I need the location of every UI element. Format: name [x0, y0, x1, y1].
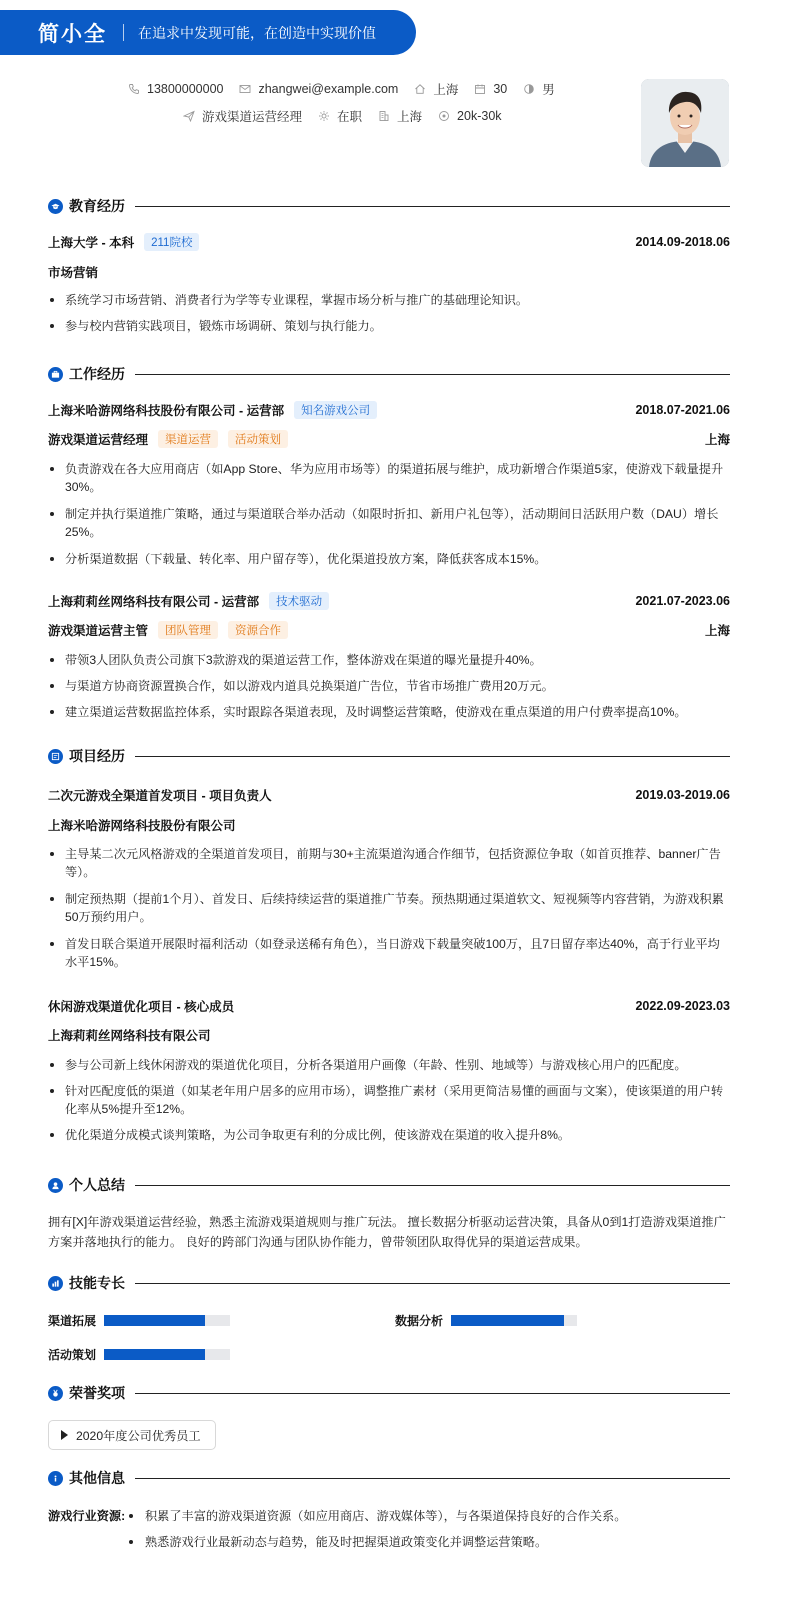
award-item	[48, 1420, 216, 1450]
user-icon	[48, 1178, 63, 1193]
coin-icon	[438, 110, 450, 122]
salary-value: 20k-30k	[457, 109, 502, 123]
target-city-item	[378, 107, 422, 125]
skills-section-title: 技能专长	[48, 1273, 730, 1293]
section-divider	[135, 756, 730, 757]
medal-icon	[48, 1386, 63, 1401]
project-company: 上海米哈游网络科技股份有限公司	[48, 819, 236, 833]
city-item	[414, 80, 458, 98]
section-divider	[135, 1393, 730, 1394]
list-item: 熟悉游戏行业最新动态与趋势，能及时把握渠道政策变化并调整运营策略。	[126, 1533, 730, 1559]
city-value: 上海	[433, 83, 459, 97]
project-name: 休闲游戏渠道优化项目 - 核心成员	[48, 1000, 235, 1014]
section-divider	[135, 1478, 730, 1479]
project-1-company-row	[48, 816, 730, 834]
skill-bar-fill	[104, 1315, 205, 1326]
status-item	[318, 107, 362, 125]
project-date: 2022.09-2023.03	[635, 999, 730, 1013]
skill-name: 数据分析	[395, 1314, 444, 1328]
work-2-title-row	[48, 621, 730, 639]
home-icon	[414, 83, 426, 95]
list-item: 制定并执行渠道推广策略，通过与渠道联合举办活动（如限时折扣、新用户礼包等），活动期间日活跃用户数（DAU）增长25%。	[48, 505, 730, 541]
gender-icon	[523, 83, 535, 95]
school-tag: 211院校	[144, 233, 199, 251]
skill-bar	[451, 1315, 577, 1326]
list-item: 针对匹配度低的渠道（如某老年用户居多的应用市场），调整推广素材（采用更简洁易懂的画面与文案），使该渠道的用户转化率从5%提升至12%。	[48, 1082, 730, 1118]
project-2-bullets	[48, 1056, 730, 1144]
list-item: 建立渠道运营数据监控体系，实时跟踪各渠道表现，及时调整运营策略，使游戏在重点渠道的用户付费率提高10%。	[48, 703, 730, 721]
company-tag: 技术驱动	[269, 592, 329, 610]
work-location: 上海	[704, 624, 730, 638]
project-date: 2019.03-2019.06	[635, 788, 730, 802]
calendar-icon	[474, 83, 486, 95]
job-title: 游戏渠道运营经理	[48, 433, 149, 447]
age-item	[474, 82, 507, 96]
contact-info-row	[128, 80, 571, 98]
projects-section-title: 项目经历	[48, 746, 730, 766]
phone-item	[128, 82, 223, 96]
skill-item	[48, 1312, 230, 1329]
gender-value: 男	[542, 83, 555, 97]
company-name: 上海莉莉丝网络科技有限公司 - 运营部	[48, 595, 260, 609]
work-2-bullets	[48, 651, 730, 721]
section-divider	[135, 1283, 730, 1284]
education-bullets	[48, 291, 730, 335]
candidate-motto: 在追求中发现可能，在创造中实现价值	[138, 24, 376, 41]
building-icon	[378, 110, 390, 122]
skill-bar	[104, 1349, 230, 1360]
briefcase-icon	[48, 367, 63, 382]
list-item: 参与校内营销实践项目，锻炼市场调研、策划与执行能力。	[48, 317, 730, 335]
section-divider	[135, 206, 730, 207]
list-item: 与渠道方协商资源置换合作，如以游戏内道具兑换渠道广告位，节省市场推广费用20万元。	[48, 677, 730, 695]
skill-bar	[104, 1315, 230, 1326]
list-item: 分析渠道数据（下载量、转化率、用户留存等），优化渠道投放方案，降低获客成本15%。	[48, 550, 730, 568]
summary-section-title: 个人总结	[48, 1175, 730, 1195]
gear-icon	[318, 110, 330, 122]
graduation-cap-icon	[48, 199, 63, 214]
job-intent-row	[183, 107, 518, 125]
target-job-item	[183, 107, 302, 125]
work-location: 上海	[704, 433, 730, 447]
skill-tag: 团队管理	[158, 621, 218, 639]
skill-name: 活动策划	[48, 1348, 97, 1362]
bar-chart-icon	[48, 1276, 63, 1291]
list-item: 参与公司新上线休闲游戏的渠道优化项目，分析各渠道用户画像（年龄、性别、地域等）与游戏核心用户的匹配度。	[48, 1056, 730, 1074]
project-2-header-row	[48, 997, 730, 1015]
skill-tag: 资源合作	[228, 621, 288, 639]
target-job-value: 游戏渠道运营经理	[202, 110, 303, 124]
list-item: 积累了丰富的游戏渠道资源（如应用商店、游戏媒体等），与各渠道保持良好的合作关系。	[126, 1507, 730, 1533]
other-section-title: 其他信息	[48, 1468, 730, 1488]
email-item	[239, 82, 398, 96]
list-item: 首发日联合渠道开展限时福利活动（如登录送稀有角色），当日游戏下载量突破100万，且7日留存率达40%，高于行业平均水平15%。	[48, 935, 730, 971]
work-2-header-row	[48, 592, 730, 610]
list-item: 制定预热期（提前1个月）、首发日、后续持续运营的渠道推广节奏。预热期通过渠道软文、短视频等内容营销，为游戏积累50万预约用户。	[48, 890, 730, 926]
work-date: 2021.07-2023.06	[635, 594, 730, 608]
summary-text: 拥有[X]年游戏渠道运营经验，熟悉主流游戏渠道规则与推广玩法。 擅长数据分析驱动运营决策，具备从0到1打造游戏渠道推广方案并落地执行的能力。 良好的跨部门沟通与团队协作能力，曾带领团队取得优异的渠道运营成果。	[48, 1215, 726, 1249]
profile-photo	[641, 79, 729, 167]
list-item: 负责游戏在各大应用商店（如App Store、华为应用市场等）的渠道拓展与维护，成功新增合作渠道5家，使游戏下载量提升30%。	[48, 460, 730, 496]
major-name: 市场营销	[48, 266, 99, 280]
education-header-row	[48, 233, 730, 251]
candidate-name: 简小全	[38, 22, 107, 46]
skill-bar-fill	[104, 1349, 205, 1360]
info-icon	[48, 1471, 63, 1486]
project-1-bullets	[48, 845, 730, 971]
target-city-value: 上海	[397, 110, 423, 124]
award-name: 2020年度公司优秀员工	[76, 1428, 201, 1443]
mail-icon	[239, 83, 251, 95]
age-value: 30	[493, 82, 508, 96]
skill-tag: 活动策划	[228, 430, 288, 448]
skill-bar-fill	[451, 1315, 564, 1326]
education-date: 2014.09-2018.06	[635, 235, 730, 249]
project-1-header-row	[48, 786, 730, 804]
list-item: 系统学习市场营销、消费者行为学等专业课程，掌握市场分析与推广的基础理论知识。	[48, 291, 730, 309]
send-icon	[183, 110, 195, 122]
other-label: 游戏行业资源:	[48, 1509, 126, 1523]
work-1-bullets	[48, 460, 730, 568]
header-divider	[123, 24, 124, 41]
job-title: 游戏渠道运营主管	[48, 624, 149, 638]
gender-item	[523, 80, 555, 98]
skill-name: 渠道拓展	[48, 1314, 97, 1328]
list-item: 带领3人团队负责公司旗下3款游戏的渠道运营工作，整体游戏在渠道的曝光量提升40%。	[48, 651, 730, 669]
work-section-title: 工作经历	[48, 364, 730, 384]
project-icon	[48, 749, 63, 764]
skill-item	[395, 1312, 577, 1329]
company-name: 上海米哈游网络科技股份有限公司 - 运营部	[48, 404, 285, 418]
list-item: 主导某二次元风格游戏的全渠道首发项目，前期与30+主流渠道沟通合作细节，包括资源位争取（如首页推荐、banner广告等）。	[48, 845, 730, 881]
phone-icon	[128, 83, 140, 95]
work-date: 2018.07-2021.06	[635, 403, 730, 417]
status-value: 在职	[337, 110, 363, 124]
project-company: 上海莉莉丝网络科技有限公司	[48, 1029, 211, 1043]
work-1-header-row	[48, 401, 730, 419]
list-item: 优化渠道分成模式谈判策略，为公司争取更有利的分成比例，使该游戏在渠道的收入提升8%。	[48, 1126, 730, 1144]
project-name: 二次元游戏全渠道首发项目 - 项目负责人	[48, 789, 272, 803]
honors-section-title: 荣誉奖项	[48, 1383, 730, 1403]
skill-tag: 渠道运营	[158, 430, 218, 448]
company-tag: 知名游戏公司	[294, 401, 377, 419]
email-value: zhangwei@example.com	[258, 82, 399, 96]
education-section-title: 教育经历	[48, 196, 730, 216]
work-1-title-row	[48, 430, 730, 448]
section-divider	[135, 1185, 730, 1186]
major-row	[48, 263, 730, 281]
project-2-company-row	[48, 1026, 730, 1044]
section-divider	[135, 374, 730, 375]
school-name: 上海大学 - 本科	[48, 236, 135, 250]
other-list	[126, 1507, 730, 1559]
skill-item	[48, 1346, 230, 1363]
header-banner	[0, 10, 416, 55]
salary-item	[438, 109, 501, 123]
play-triangle-icon	[61, 1430, 68, 1440]
phone-value: 13800000000	[147, 82, 224, 96]
